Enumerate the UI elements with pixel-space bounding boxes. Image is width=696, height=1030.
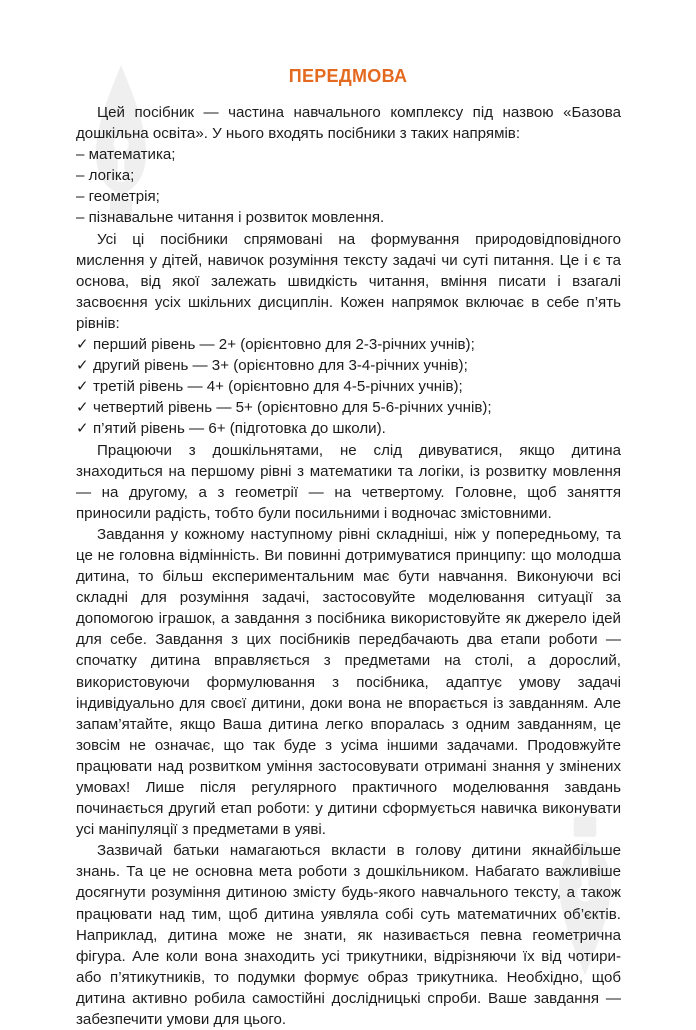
level-text: третій рівень — 4+ (орієнтовно для 4-5-річних учнів); bbox=[93, 378, 463, 396]
level-text: четвертий рівень — 5+ (орієнтовно для 5-6-річних учнів); bbox=[93, 399, 492, 417]
direction-item: – математика; bbox=[76, 146, 176, 164]
checkmark-icon: ✓ bbox=[76, 357, 89, 375]
direction-item: – логіка; bbox=[76, 167, 135, 185]
levels-intro-paragraph: Усі ці посібники спрямовані на формування природовідповідного мислення у дітей, навичок розуміння тексту задачі чи суті питання. Це і є та основа, від якої залежать швидкість читання, вміння писати і взагалі засвоєння усіх шкільних дисциплін. Кожен напрямок включає в себе п’ять рівнів: bbox=[76, 230, 621, 332]
level-text: другий рівень — 3+ (орієнтовно для 3-4-річних учнів); bbox=[93, 357, 468, 375]
checkmark-icon: ✓ bbox=[76, 420, 89, 438]
level-item bbox=[76, 418, 621, 439]
direction-item: – геометрія; bbox=[76, 188, 160, 206]
direction-item: – пізнавальне читання і розвиток мовлення. bbox=[76, 209, 385, 227]
intro-paragraph: Цей посібник — частина навчального комплексу під назвою «Базова дошкільна освіта». У нього входять посібники з таких напрямів: bbox=[76, 104, 621, 143]
level-text: п’ятий рівень — 6+ (підготовка до школи). bbox=[93, 420, 386, 438]
page-title: ПЕРЕДМОВА bbox=[288, 66, 408, 86]
checkmark-icon: ✓ bbox=[76, 378, 89, 396]
level-item bbox=[76, 376, 621, 397]
level-item bbox=[76, 397, 621, 418]
body-paragraph: Зазвичай батьки намагаються вкласти в голову дитини якнайбільше знань. Та це не основна мета роботи з дошкільником. Набагато важливіше досягнути розуміння дитиною змісту будь-якого навчального тексту, а також працювати над тим, щоб дитина уявляла собі суть математичних об’єктів. Наприклад, дитина може не знати, як називається певна геометрична фігура. Але коли вона знаходить усі трикутники, відрізняючи їх від чотири- або п’ятикутників, то подумки формує образ трикутника. Необхідно, щоб дитина активно робила самостійні дослідницькі спроби. Ваше завдання — забезпечити умови для цього. bbox=[76, 842, 621, 1029]
checkmark-icon: ✓ bbox=[76, 336, 89, 354]
level-item bbox=[76, 334, 621, 355]
body-paragraph: Працюючи з дошкільнятами, не слід дивуватися, якщо дитина знаходиться на першому рівні з математики та логіки, із розвитку мовлення — на другому, а з геометрії — на четвертому. Головне, щоб заняття приносили радість, тобто були посильними і водночас змістовними. bbox=[76, 441, 621, 522]
level-text: перший рівень — 2+ (орієнтовно для 2-3-річних учнів); bbox=[93, 336, 475, 354]
checkmark-icon: ✓ bbox=[76, 399, 89, 417]
body-paragraph: Завдання у кожному наступному рівні складніші, ніж у попередньому, та це не головна відмінність. Ви повинні дотримуватися принципу: що молодша дитина, то більш експериментальним має бути навчання. Виконуючи всі складні для розуміння задачі, застосовуйте моделювання ситуації за допомогою іграшок, а завдання з посібника використовуйте як джерело ідей для себе. Завдання з цих посібників передбачають два етапи роботи — спочатку дитина вправляється з предметами на столі, а дорослий, використовуючи формулювання з посібника, адаптує умову задачі індивідуально для своєї дитини, доки вона не впорається із завданням. Але запам’ятайте, якщо Ваша дитина легко впоралась з одним завданням, це зовсім не означає, що так буде з усіма іншими задачами. Продовжуйте працювати над розвитком уміння застосовувати отримані знання у змінених умовах! Лише після регулярного практичного моделювання завдань починається другий етап роботи: у дитини сформується навичка виконувати усі маніпуляції з предметами в уяві. bbox=[76, 525, 621, 839]
preface-body bbox=[76, 102, 621, 1030]
level-item bbox=[76, 355, 621, 376]
